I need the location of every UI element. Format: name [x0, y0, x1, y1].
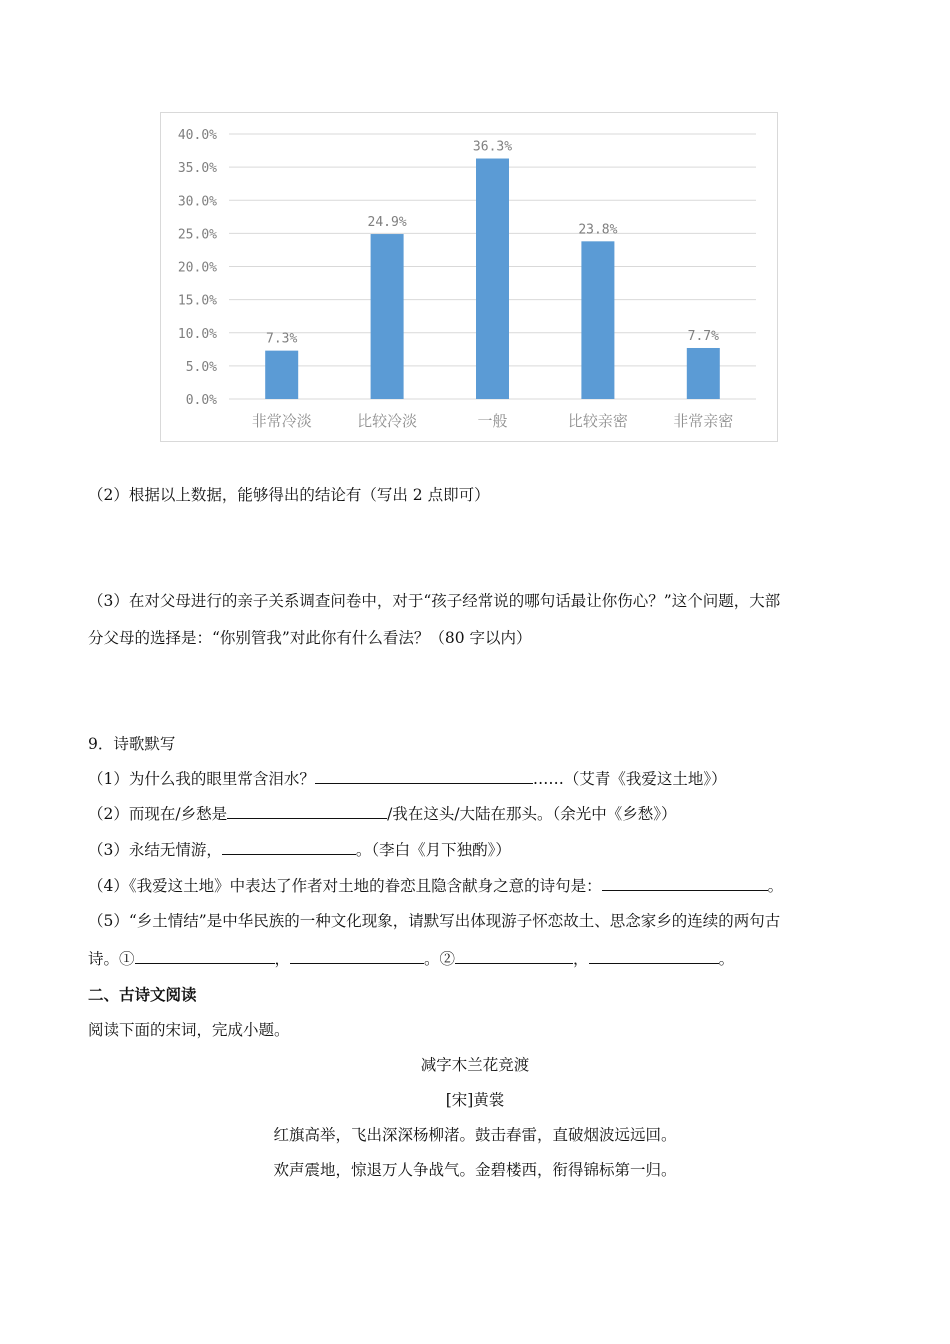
q9-item3-before: （3）永结无情游， — [88, 841, 222, 859]
q9-item4-before: （4）《我爱这土地》中表达了作者对土地的眷恋且隐含献身之意的诗句是： — [88, 877, 602, 895]
q2-text: （2）根据以上数据，能够得出的结论有（写出 2 点即可） — [88, 486, 490, 504]
y-tick-label: 5.0% — [185, 359, 217, 375]
bar — [476, 159, 509, 399]
y-tick-label: 15.0% — [177, 293, 217, 309]
y-tick-label: 30.0% — [177, 194, 217, 210]
answer-blank-5d[interactable] — [589, 949, 719, 964]
poem-line-2 — [0, 1158, 950, 1180]
y-tick-label: 35.0% — [177, 161, 217, 177]
question-3-line-1 — [88, 589, 780, 611]
chart-svg — [161, 113, 777, 441]
q9-title: 9．诗歌默写 — [88, 735, 176, 753]
category-label: 非常冷淡 — [251, 412, 312, 430]
answer-blank-5a[interactable] — [135, 949, 275, 964]
answer-blank-4[interactable] — [602, 876, 768, 891]
circle-2: 。② — [424, 950, 456, 968]
data-label: 7.7% — [687, 328, 719, 344]
answer-blank-5b[interactable] — [290, 949, 424, 964]
answer-blank-3[interactable] — [222, 840, 356, 855]
poem-title — [0, 1053, 950, 1075]
q9-item1-after: ……（艾青《我爱这土地》） — [532, 770, 727, 788]
q9-item-1 — [88, 767, 727, 789]
q9-item2-before: （2）而现在/乡愁是 — [88, 805, 228, 823]
question-9-title — [88, 732, 175, 754]
y-tick-label: 25.0% — [177, 227, 217, 243]
section-2-title: 二、古诗文阅读 — [88, 985, 197, 1004]
q9-item-5-line-1 — [88, 909, 780, 931]
q3-line1: （3）在对父母进行的亲子关系调查问卷中，对于“孩子经常说的哪句话最让你伤心？”这个问题，大部 — [88, 592, 781, 610]
data-label: 24.9% — [367, 215, 407, 231]
q9-item4-after: 。 — [767, 877, 784, 895]
category-label: 比较亲密 — [567, 412, 628, 430]
poem-title-text: 减字木兰花竞渡 — [420, 1056, 530, 1074]
answer-blank-5c[interactable] — [455, 949, 573, 964]
q9-item5-line1: （5）“乡土情结”是中华民族的一种文化现象，请默写出体现游子怀恋故土、思念家乡的连续的两句古 — [88, 912, 781, 930]
y-tick-label: 0.0% — [185, 393, 217, 408]
poem-line-1-text: 红旗高举，飞出深深杨柳渚。鼓击春雷，直破烟波远远回。 — [273, 1126, 677, 1144]
end-mark: 。 — [718, 950, 735, 968]
q9-item2-after: /我在这头/大陆在那头。（余光中《乡愁》） — [387, 805, 677, 823]
data-label: 7.3% — [266, 331, 298, 347]
bar — [265, 351, 298, 399]
q9-item-4 — [88, 874, 783, 896]
question-3-line-2 — [88, 626, 532, 648]
comma-2: ， — [573, 950, 589, 968]
category-label: 非常亲密 — [673, 412, 734, 430]
answer-blank-1[interactable] — [315, 769, 533, 784]
y-tick-label: 20.0% — [177, 260, 217, 276]
bar — [581, 241, 614, 399]
bar-chart — [160, 112, 778, 442]
answer-blank-2[interactable] — [227, 804, 387, 819]
category-label: 一般 — [477, 412, 508, 430]
section-2-heading — [88, 983, 197, 1005]
poem-line-2-text: 欢声震地，惊退万人争战气。金碧楼西，衔得锦标第一归。 — [273, 1161, 677, 1179]
question-2 — [88, 483, 490, 505]
comma-1: ， — [274, 950, 291, 968]
q9-item5-prefix: 诗。① — [88, 950, 135, 968]
section-2-intro-text: 阅读下面的宋词，完成小题。 — [88, 1021, 290, 1039]
bar — [687, 348, 720, 399]
q9-item3-after: 。（李白《月下独酌》） — [355, 841, 511, 859]
q9-item1-before: （1）为什么我的眼里常含泪水？ — [88, 770, 315, 788]
poem-author-text: [宋]黄裳 — [445, 1091, 505, 1109]
q9-item-3 — [88, 838, 511, 860]
data-label: 23.8% — [578, 222, 618, 238]
q9-item-2 — [88, 802, 677, 824]
section-2-intro — [88, 1018, 290, 1040]
category-label: 比较冷淡 — [357, 412, 418, 430]
poem-author — [0, 1088, 950, 1110]
poem-line-1 — [0, 1123, 950, 1145]
y-tick-label: 10.0% — [177, 326, 217, 342]
q9-item-5-line-2 — [88, 947, 734, 969]
q3-line2: 分父母的选择是：“你别管我”对此你有什么看法？（80 字以内） — [88, 629, 532, 647]
y-tick-label: 40.0% — [177, 128, 217, 143]
data-label: 36.3% — [472, 139, 513, 155]
bar — [371, 234, 404, 399]
